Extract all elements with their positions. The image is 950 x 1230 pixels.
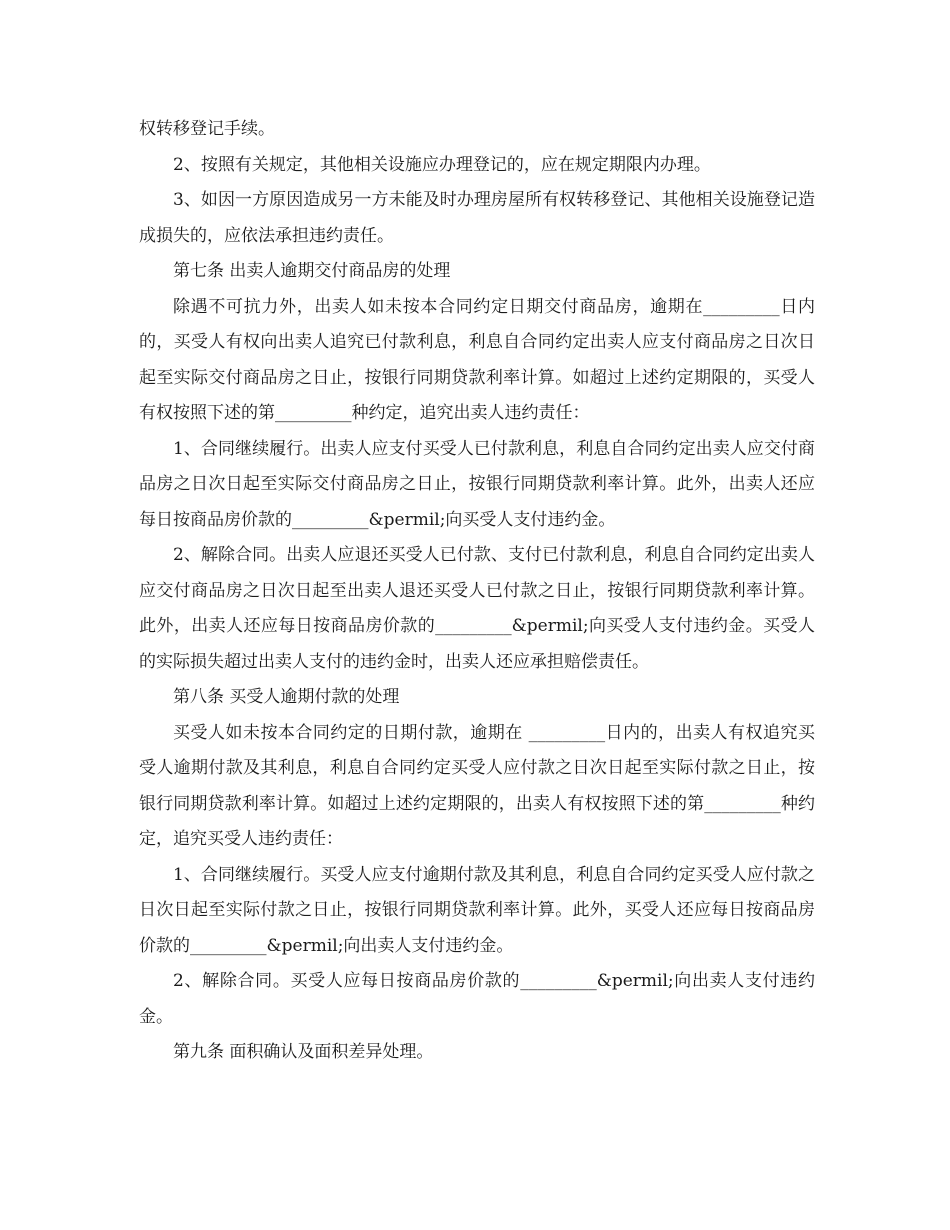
- article-9-heading: 第九条 面积确认及面积差异处理。: [173, 1042, 434, 1062]
- article-8-heading: 第八条 买受人逾期付款的处理: [173, 687, 400, 707]
- paragraph-buyer-terminate-contract: 2、解除合同。买受人应每日按商品房价款的_________&permil;向出卖人支付违约金。: [139, 971, 815, 1027]
- paragraph-buyer-continue-contract: 1、合同继续履行。买受人应支付逾期付款及其利息，利息自合同约定买受人应付款之日次日起至实际付款之日止，按银行同期贷款利率计算。此外，买受人还应每日按商品房价款的_________&permil;向出卖人支付违约金。: [139, 864, 815, 956]
- paragraph-transfer-registration-end: 权转移登记手续。: [139, 119, 275, 139]
- contract-body: [139, 112, 815, 1071]
- paragraph-buyer-late-payment: 买受人如未按本合同约定的日期付款，逾期在 _________日内的，出卖人有权追究买受人逾期付款及其利息，利息自合同约定买受人应付款之日次日起至实际付款之日止，按银行同期贷款利率计算。如超过上述约定期限的，出卖人有权按照下述的第_________种约定，追究买受人违约责任：: [139, 722, 815, 849]
- paragraph-seller-continue-contract: 1、合同继续履行。出卖人应支付买受人已付款利息，利息自合同约定出卖人应交付商品房之日次日起至实际交付商品房之日止，按银行同期贷款利率计算。此外，出卖人还应每日按商品房价款的_________&permil;向买受人支付违约金。: [139, 438, 815, 530]
- paragraph-facility-registration: 2、按照有关规定，其他相关设施应办理登记的，应在规定期限内办理。: [173, 154, 711, 175]
- paragraph-seller-terminate-contract: 2、解除合同。出卖人应退还买受人已付款、支付已付款利息，利息自合同约定出卖人应交付商品房之日次日起至出卖人退还买受人已付款之日止，按银行同期贷款利率计算。此外，出卖人还应每日按商品房价款的_________&permil;向买受人支付违约金。买受人的实际损失超过出卖人支付的违约金时，出卖人还应承担赔偿责任。: [139, 545, 815, 672]
- paragraph-seller-late-delivery: 除遇不可抗力外，出卖人如未按本合同约定日期交付商品房，逾期在_________日内的，买受人有权向出卖人追究已付款利息，利息自合同约定出卖人应支付商品房之日次日起至实际交付商品房之日止，按银行同期贷款利率计算。如超过上述约定期限的，买受人有权按照下述的第_________种约定，追究出卖人违约责任：: [139, 296, 815, 423]
- paragraph-registration-liability: 3、如因一方原因造成另一方未能及时办理房屋所有权转移登记、其他相关设施登记造成损失的，应依法承担违约责任。: [139, 190, 815, 246]
- article-7-heading: 第七条 出卖人逾期交付商品房的处理: [173, 261, 451, 281]
